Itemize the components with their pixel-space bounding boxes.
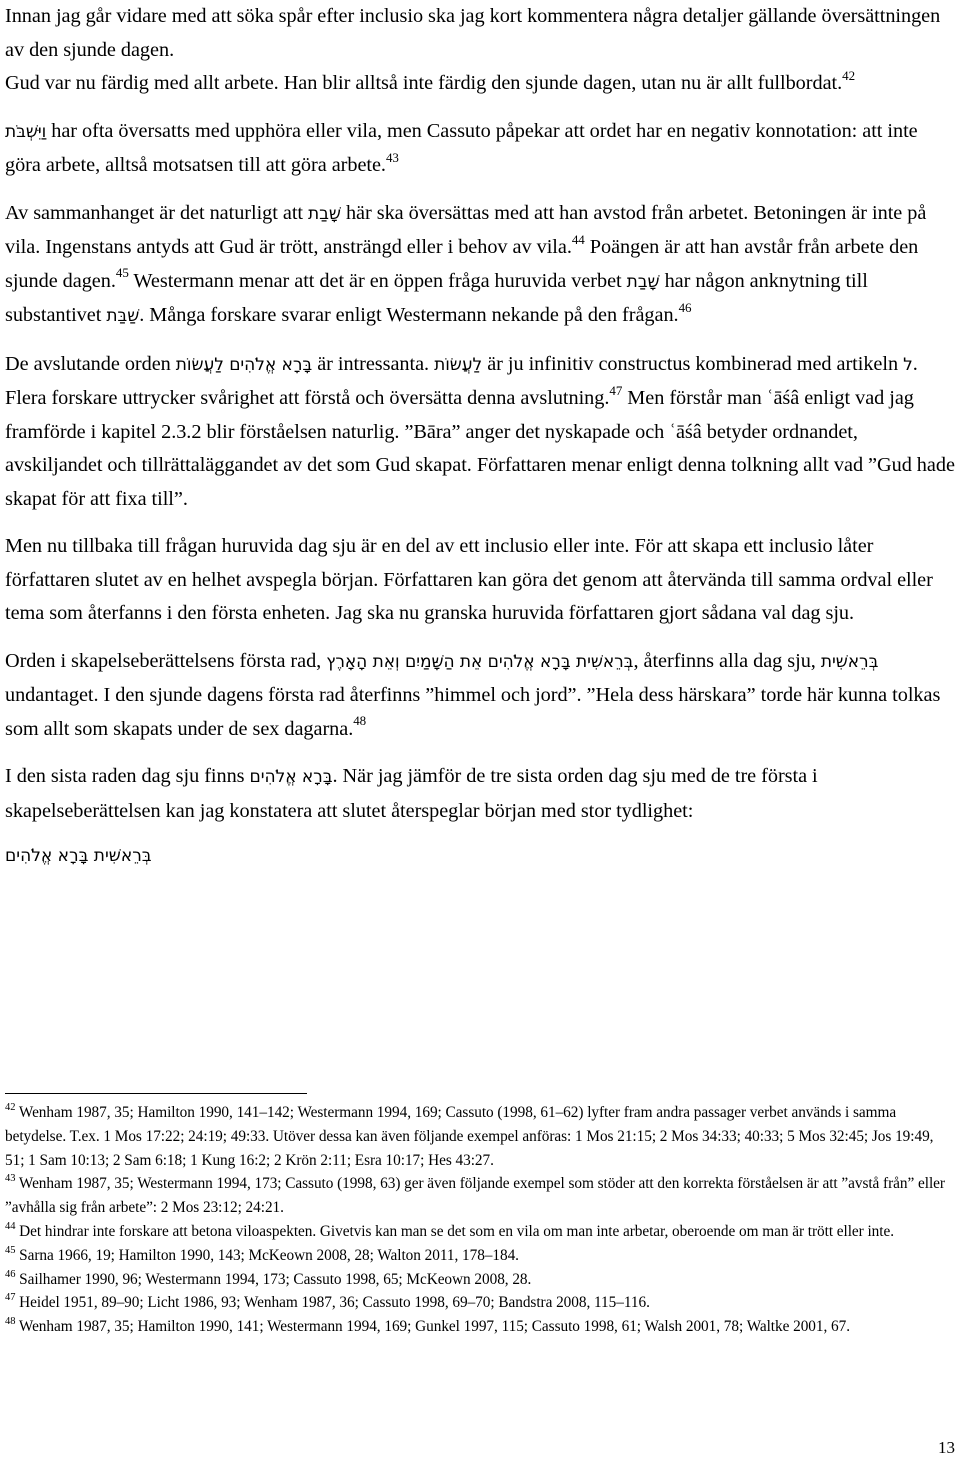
- text-run: , återfinns alla dag sju,: [633, 649, 821, 672]
- paragraph: [5, 197, 955, 334]
- hebrew-term: בָּרָא אֱלֹהִים: [249, 767, 333, 787]
- text-run: Westermann menar att det är en öppen fråga huruvida verbet: [128, 269, 627, 292]
- text-run: är intressanta.: [312, 352, 435, 375]
- text-run: De avslutande orden: [5, 352, 176, 375]
- hebrew-term: שָׁבַת: [626, 271, 660, 292]
- footnote: [5, 1220, 955, 1244]
- footnote-text: Sarna 1966, 19; Hamilton 1990, 143; McKeown 2008, 28; Walton 2011, 178–184.: [15, 1246, 519, 1264]
- body-text: [5, 0, 955, 828]
- paragraph: [5, 645, 955, 747]
- hebrew-term: בְּרֵאשִׁית: [820, 651, 879, 672]
- footnote: [5, 1172, 955, 1220]
- hebrew-term: וַיִּשְׁבֹּת: [5, 121, 47, 142]
- hebrew-term: לַעֲשׂוֹת: [434, 354, 483, 375]
- footnote-number: 42: [5, 1102, 16, 1114]
- paragraph: [5, 348, 955, 517]
- footnote-reference: 46: [678, 299, 692, 315]
- document-page: [5, 0, 955, 1462]
- text-run: . När jag jämför de tre sista orden dag sju med de tre första i skapelseberättelsen kan jag konstatera att slutet återspeglar början med stor tydlighet:: [5, 765, 818, 822]
- footnote-number: 47: [5, 1292, 16, 1304]
- footnote-reference: 47: [609, 382, 623, 398]
- footnote-text: Wenham 1987, 35; Hamilton 1990, 141; Westermann 1994, 169; Gunkel 1997, 115; Cassuto 1998, 61; Walsh 2001, 78; Waltke 2001, 67.: [15, 1318, 851, 1336]
- footnote-reference: 43: [385, 149, 399, 165]
- footnote: [5, 1101, 955, 1172]
- text-run: har någon anknytning till substantivet: [5, 269, 868, 326]
- footnote: [5, 1315, 955, 1339]
- paragraph: [5, 115, 955, 183]
- hebrew-quote-line: בְּרֵאשִׁית בָּרָא אֱלֹהִים: [5, 846, 152, 866]
- footnotes: [5, 1101, 955, 1339]
- hebrew-term: שָׁבַת: [308, 203, 341, 224]
- hebrew-term: ל: [903, 354, 913, 375]
- footnote-separator: [5, 1093, 307, 1094]
- text-run: har ofta översatts med upphöra eller vila, men Cassuto påpekar att ordet har en negativ konnotation: att inte göra arbete, alltså motsatsen till att göra arbete.: [5, 119, 918, 176]
- footnote: [5, 1268, 955, 1292]
- text-run: Men nu tillbaka till frågan huruvida dag sju är en del av ett inclusio eller inte. För att skapa ett inclusio låter författaren slutet av en helhet avspegla början. Författaren kan göra det genom att återvända till samma ordval eller tema som återfanns i den första enheten. Jag ska nu granska huruvida författaren gjort sådana val dag sju.: [5, 535, 933, 624]
- hebrew-term: שַׁבַּת: [106, 306, 140, 326]
- hebrew-term: בָּרָא אֱלֹהִים לַעֲשׂוֹת: [175, 354, 313, 375]
- text-run: Poängen är att han avstår från arbete den sjunde dagen.: [5, 236, 919, 292]
- text-run: Orden i skapelseberättelsens första rad,: [5, 649, 327, 672]
- text-run: här ska översättas med att han avstod från arbetet. Betoningen är inte på vila. Ingenstans antyds att Gud är trött, ansträngd eller i behov av vila.: [5, 201, 927, 258]
- page-number: 13: [938, 1438, 955, 1457]
- text-run: I den sista raden dag sju finns: [5, 765, 250, 787]
- footnote-number: 45: [5, 1244, 16, 1256]
- footnote-text: Det hindrar inte forskare att betona viloaspekten. Givetvis kan man se det som en vila om man inte arbetar, oberoende om man är trött eller inte.: [15, 1222, 894, 1240]
- paragraph: [5, 530, 955, 631]
- footnote-number: 48: [5, 1316, 16, 1328]
- text-run: . Flera forskare uttrycker svårighet att förstå och översätta denna avslutning.: [5, 352, 918, 409]
- text-run: är ju infinitiv constructus kombinerad med artikeln: [482, 352, 904, 375]
- footnote-reference: 42: [842, 67, 856, 83]
- footnote-text: Heidel 1951, 89–90; Licht 1986, 93; Wenham 1987, 36; Cassuto 1998, 69–70; Bandstra 2008, 115–116.: [15, 1294, 650, 1312]
- footnote-number: 44: [5, 1221, 16, 1233]
- text-run: Gud var nu färdig med allt arbete. Han blir alltså inte färdig den sjunde dagen, utan nu är allt fullbordat.: [5, 72, 843, 94]
- footnote: [5, 1244, 955, 1268]
- hebrew-term: בְּרֵאשִׁית בָּרָא אֱלֹהִים אֵת הַשָּׁמַיִם וְאֵת הָאָרֶץ: [326, 651, 634, 672]
- footnote-number: 46: [5, 1268, 16, 1280]
- text-run: Innan jag går vidare med att söka spår efter inclusio ska jag kort kommentera några detaljer gällande översättningen av den sjunde dagen.: [5, 5, 941, 61]
- footnote: [5, 1291, 955, 1315]
- text-run: undantaget. I den sjunde dagens första rad återfinns ”himmel och jord”. ”Hela dess härskara” torde här kunna tolkas som allt som skapats under de sex dagarna.: [5, 684, 941, 740]
- footnote-text: Wenham 1987, 35; Hamilton 1990, 141–142; Westermann 1994, 169; Cassuto (1998, 61–62) lyfter fram andra passager verbet används i samma betydelse. T.ex. 1 Mos 17:22; 24:19; 49:33. Utöver dessa kan även följande exempel anföras: 1 Mos 21:15; 2 Mos 34:33; 40:33; 5 Mos 32:45; Jos 19:49, 51; 1 Sam 10:13; 2 Sam 6:18; 1 Kung 16:2; 2 Krön 2:11; Esra 10:17; Hes 43:27.: [5, 1104, 934, 1169]
- footnote-text: Sailhamer 1990, 96; Westermann 1994, 173; Cassuto 1998, 65; McKeown 2008, 28.: [15, 1270, 532, 1288]
- footnote-number: 43: [5, 1173, 16, 1185]
- text-run: Av sammanhanget är det naturligt att: [5, 201, 309, 224]
- text-run: . Många forskare svarar enligt Westermann nekande på den frågan.: [139, 304, 679, 326]
- footnote-reference: 48: [353, 713, 367, 729]
- footnote-reference: 44: [571, 231, 585, 247]
- footnote-reference: 45: [115, 265, 129, 281]
- footnote-text: Wenham 1987, 35; Westermann 1994, 173; Cassuto (1998, 63) ger även följande exempel som stöder att den korrekta förståelsen är att ”avstå från” eller ”avhålla sig från arbete”: 2 Mos 23:12; 24:21.: [5, 1175, 945, 1217]
- paragraph: [5, 0, 955, 67]
- text-run: Men förstår man ʿāśâ enligt vad jag framförde i kapitel 2.3.2 blir förståelsen naturlig. ”Bāra” anger det nyskapade och ʿāśâ betyder ordnandet, avskiljandet och tillrättaläggandet av det som Gud skapat. Författaren menar enligt denna tolkning allt vad ”Gud hade skapat för att fixa till”.: [5, 387, 955, 510]
- paragraph: [5, 67, 955, 101]
- paragraph: [5, 760, 955, 828]
